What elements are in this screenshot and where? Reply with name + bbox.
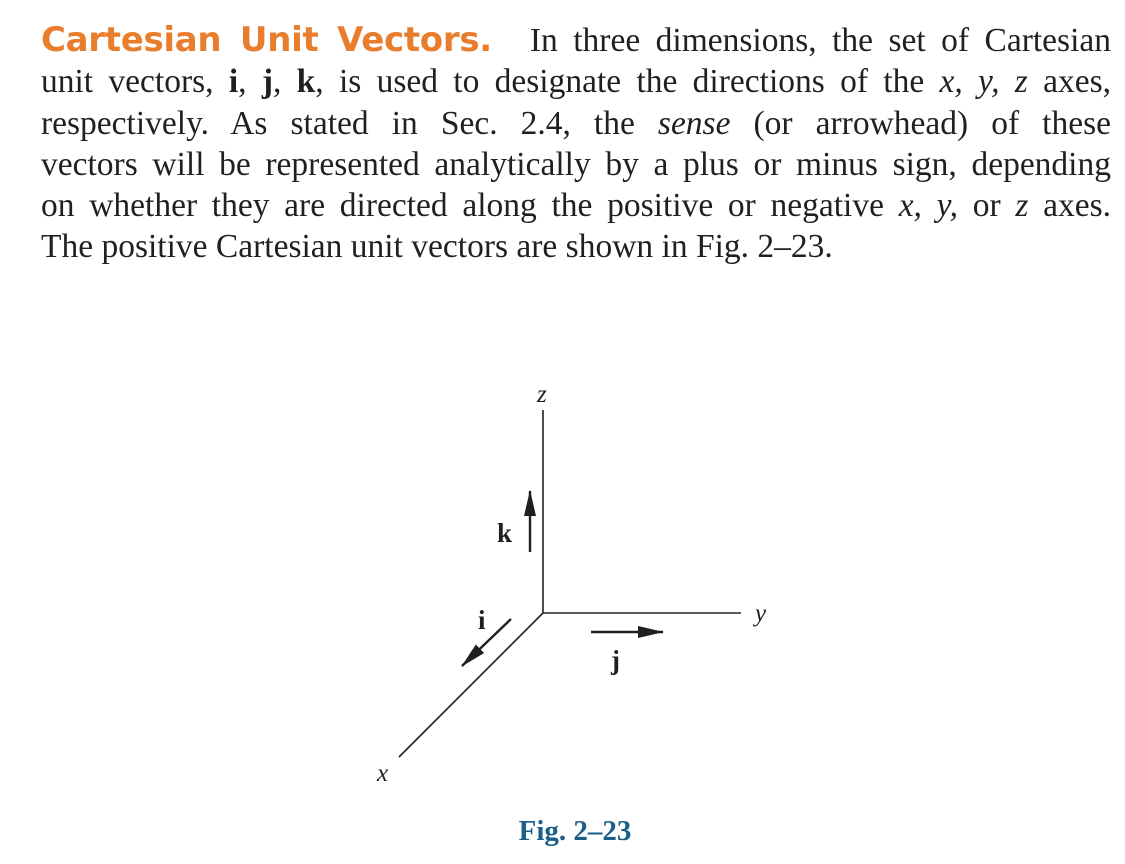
i-vector-label: i (478, 605, 486, 635)
bold-symbol: k (296, 63, 316, 101)
k-vector-label: k (497, 518, 513, 548)
paragraph-line-4: vectors will be represented analytically by a plus or minus sign, depending (41, 145, 1111, 183)
j-vector-label: j (611, 645, 620, 675)
bold-symbol: i (228, 63, 239, 101)
italic-text: x, y, z (939, 63, 1028, 101)
paragraph-line-2: unit vectors, i, j, k, is used to designate the directions of the x, y, z axes, (41, 63, 1111, 101)
section-heading: Cartesian Unit Vectors. (41, 20, 492, 60)
italic-text: sense (657, 104, 731, 142)
paragraph-line-1: Cartesian Unit Vectors. In three dimensions, the set of Cartesian (41, 20, 1111, 60)
italic-text: z (1015, 187, 1029, 225)
x-axis-label: x (377, 760, 389, 787)
y-axis-label: y (755, 600, 767, 627)
bold-symbol: j (261, 63, 273, 101)
i-unit-vector-arrow (462, 619, 511, 666)
italic-text: x, y, (898, 187, 959, 225)
figure-caption: Fig. 2–23 (518, 815, 632, 847)
paragraph-line-5: on whether they are directed along the positive or negative x, y, or z axes. (41, 187, 1111, 225)
paragraph-line-6: The positive Cartesian unit vectors are shown in Fig. 2–23. (41, 228, 833, 266)
paragraph-line-3: respectively. As stated in Sec. 2.4, the sense (or arrowhead) of these (41, 104, 1111, 142)
z-axis-label: z (537, 381, 547, 408)
x-axis-line (399, 613, 543, 757)
